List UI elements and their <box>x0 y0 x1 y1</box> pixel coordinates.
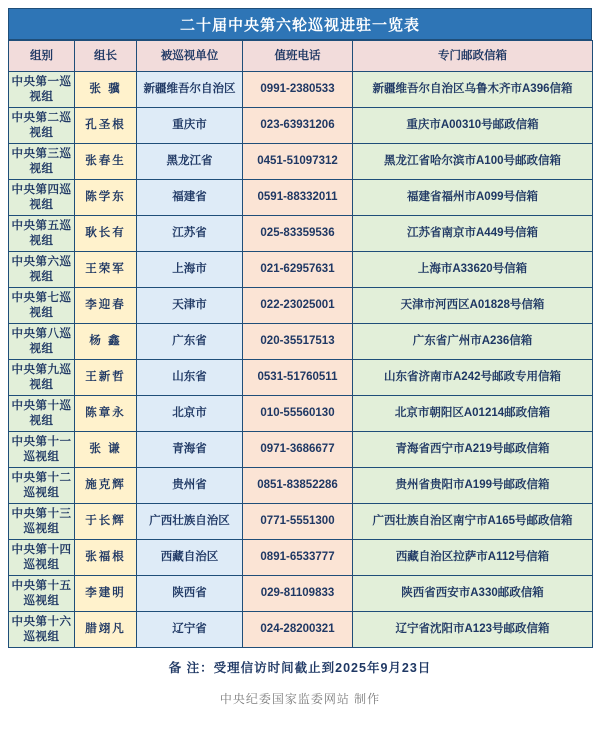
cell-mail: 上海市A33620号信箱 <box>353 252 593 288</box>
remark-text: 备 注：受理信访时间截止到2025年9月23日 <box>168 661 432 675</box>
table-row <box>9 216 593 252</box>
cell-mail: 福建省福州市A099号信箱 <box>353 180 593 216</box>
cell-leader: 张 骥 <box>75 72 137 108</box>
cell-phone: 0771-5551300 <box>243 504 353 540</box>
page-title: 二十届中央第六轮巡视进驻一览表 <box>179 16 420 34</box>
cell-phone: 020-35517513 <box>243 324 353 360</box>
cell-leader: 施克辉 <box>75 468 137 504</box>
cell-group: 中央第十巡视组 <box>9 396 75 432</box>
cell-mail: 新疆维吾尔自治区乌鲁木齐市A396信箱 <box>353 72 593 108</box>
cell-phone: 022-23025001 <box>243 288 353 324</box>
cell-phone: 029-81109833 <box>243 576 353 612</box>
cell-group: 中央第一巡视组 <box>9 72 75 108</box>
cell-phone: 024-28200321 <box>243 612 353 648</box>
cell-leader: 张 谦 <box>75 432 137 468</box>
cell-unit: 西藏自治区 <box>137 540 243 576</box>
cell-phone: 010-55560130 <box>243 396 353 432</box>
cell-leader: 陈章永 <box>75 396 137 432</box>
column-header-group: 组别 <box>9 41 75 72</box>
cell-phone: 0851-83852286 <box>243 468 353 504</box>
table-row <box>9 360 593 396</box>
cell-unit: 贵州省 <box>137 468 243 504</box>
cell-group: 中央第三巡视组 <box>9 144 75 180</box>
table-row <box>9 108 593 144</box>
cell-group: 中央第十三巡视组 <box>9 504 75 540</box>
table-row <box>9 252 593 288</box>
cell-mail: 西藏自治区拉萨市A112号信箱 <box>353 540 593 576</box>
cell-leader: 张春生 <box>75 144 137 180</box>
cell-mail: 辽宁省沈阳市A123号邮政信箱 <box>353 612 593 648</box>
cell-phone: 0451-51097312 <box>243 144 353 180</box>
table-row <box>9 72 593 108</box>
table-row <box>9 324 593 360</box>
inspection-table <box>8 40 593 648</box>
document-title-bar <box>8 8 592 40</box>
table-row <box>9 468 593 504</box>
cell-group: 中央第十四巡视组 <box>9 540 75 576</box>
table-row <box>9 180 593 216</box>
cell-unit: 上海市 <box>137 252 243 288</box>
table-header-row <box>9 41 593 72</box>
cell-group: 中央第五巡视组 <box>9 216 75 252</box>
cell-unit: 黑龙江省 <box>137 144 243 180</box>
table-row <box>9 288 593 324</box>
cell-phone: 0891-6533777 <box>243 540 353 576</box>
cell-leader: 杨 鑫 <box>75 324 137 360</box>
cell-leader: 孔圣根 <box>75 108 137 144</box>
cell-leader: 腊翊凡 <box>75 612 137 648</box>
column-header-leader: 组长 <box>75 41 137 72</box>
cell-phone: 0591-88332011 <box>243 180 353 216</box>
table-row <box>9 612 593 648</box>
cell-leader: 陈学东 <box>75 180 137 216</box>
cell-mail: 广西壮族自治区南宁市A165号邮政信箱 <box>353 504 593 540</box>
cell-unit: 陕西省 <box>137 576 243 612</box>
document-page <box>0 8 600 733</box>
column-header-unit: 被巡视单位 <box>137 41 243 72</box>
cell-unit: 辽宁省 <box>137 612 243 648</box>
cell-group: 中央第八巡视组 <box>9 324 75 360</box>
cell-mail: 青海省西宁市A219号邮政信箱 <box>353 432 593 468</box>
table-row <box>9 144 593 180</box>
cell-group: 中央第十一巡视组 <box>9 432 75 468</box>
cell-unit: 新疆维吾尔自治区 <box>137 72 243 108</box>
cell-phone: 0991-2380533 <box>243 72 353 108</box>
cell-phone: 025-83359536 <box>243 216 353 252</box>
table-row <box>9 504 593 540</box>
cell-leader: 王荣军 <box>75 252 137 288</box>
column-header-mail: 专门邮政信箱 <box>353 41 593 72</box>
table-row <box>9 432 593 468</box>
cell-unit: 江苏省 <box>137 216 243 252</box>
cell-mail: 北京市朝阳区A01214邮政信箱 <box>353 396 593 432</box>
cell-unit: 广西壮族自治区 <box>137 504 243 540</box>
cell-mail: 贵州省贵阳市A199号邮政信箱 <box>353 468 593 504</box>
cell-group: 中央第七巡视组 <box>9 288 75 324</box>
table-row <box>9 396 593 432</box>
cell-leader: 耿长有 <box>75 216 137 252</box>
cell-leader: 王新哲 <box>75 360 137 396</box>
cell-unit: 山东省 <box>137 360 243 396</box>
cell-group: 中央第十五巡视组 <box>9 576 75 612</box>
cell-leader: 李迎春 <box>75 288 137 324</box>
cell-unit: 重庆市 <box>137 108 243 144</box>
cell-mail: 江苏省南京市A449号信箱 <box>353 216 593 252</box>
cell-leader: 李建明 <box>75 576 137 612</box>
table-row <box>9 540 593 576</box>
table-row <box>9 576 593 612</box>
footer-credit: 中央纪委国家监委网站 制作 <box>219 692 381 706</box>
cell-mail: 广东省广州市A236信箱 <box>353 324 593 360</box>
cell-group: 中央第六巡视组 <box>9 252 75 288</box>
cell-unit: 福建省 <box>137 180 243 216</box>
cell-group: 中央第十二巡视组 <box>9 468 75 504</box>
table-header <box>9 41 593 72</box>
cell-group: 中央第四巡视组 <box>9 180 75 216</box>
cell-unit: 北京市 <box>137 396 243 432</box>
cell-phone: 021-62957631 <box>243 252 353 288</box>
cell-phone: 0971-3686677 <box>243 432 353 468</box>
cell-unit: 广东省 <box>137 324 243 360</box>
cell-group: 中央第九巡视组 <box>9 360 75 396</box>
cell-unit: 青海省 <box>137 432 243 468</box>
column-header-phone: 值班电话 <box>243 41 353 72</box>
cell-mail: 陕西省西安市A330邮政信箱 <box>353 576 593 612</box>
cell-mail: 天津市河西区A01828号信箱 <box>353 288 593 324</box>
cell-leader: 张福根 <box>75 540 137 576</box>
cell-mail: 重庆市A00310号邮政信箱 <box>353 108 593 144</box>
cell-group: 中央第十六巡视组 <box>9 612 75 648</box>
cell-leader: 于长辉 <box>75 504 137 540</box>
cell-mail: 黑龙江省哈尔滨市A100号邮政信箱 <box>353 144 593 180</box>
cell-phone: 023-63931206 <box>243 108 353 144</box>
table-body <box>9 72 593 648</box>
cell-unit: 天津市 <box>137 288 243 324</box>
cell-group: 中央第二巡视组 <box>9 108 75 144</box>
cell-phone: 0531-51760511 <box>243 360 353 396</box>
cell-mail: 山东省济南市A242号邮政专用信箱 <box>353 360 593 396</box>
